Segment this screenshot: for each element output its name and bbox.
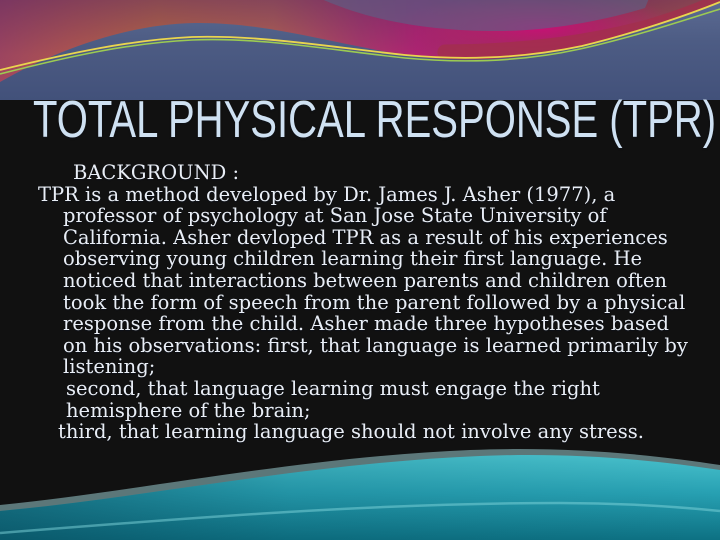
body-line: took the form of speech from the parent followed by a physical — [63, 290, 686, 314]
body-line: noticed that interactions between parents and children often — [63, 268, 667, 292]
body-line: second, that language learning must engage the right — [66, 376, 600, 400]
top-wave-decoration — [0, 0, 720, 100]
body-line: TPR is a method developed by Dr. James J. Asher (1977), a — [38, 182, 616, 206]
body-line: hemisphere of the brain; — [66, 398, 311, 422]
body-line: professor of psychology at San Jose State University of — [63, 204, 607, 228]
slide-title: TOTAL PHYSICAL RESPONSE (TPR) — [33, 91, 717, 149]
body-line: response from the child. Asher made three hypotheses based — [63, 312, 669, 336]
body-line: observing young children learning their first language. He — [63, 247, 643, 271]
body-line: listening; — [63, 355, 156, 379]
body-line: on his observations: first, that language is learned primarily by — [63, 333, 688, 357]
body-line: third, that learning language should not involve any stress. — [58, 420, 644, 444]
body-line: BACKGROUND : — [73, 161, 240, 184]
body-line: California. Asher devloped TPR as a result of his experiences — [63, 225, 668, 249]
bottom-wave-decoration — [0, 445, 720, 540]
slide-body-text — [0, 162, 720, 443]
